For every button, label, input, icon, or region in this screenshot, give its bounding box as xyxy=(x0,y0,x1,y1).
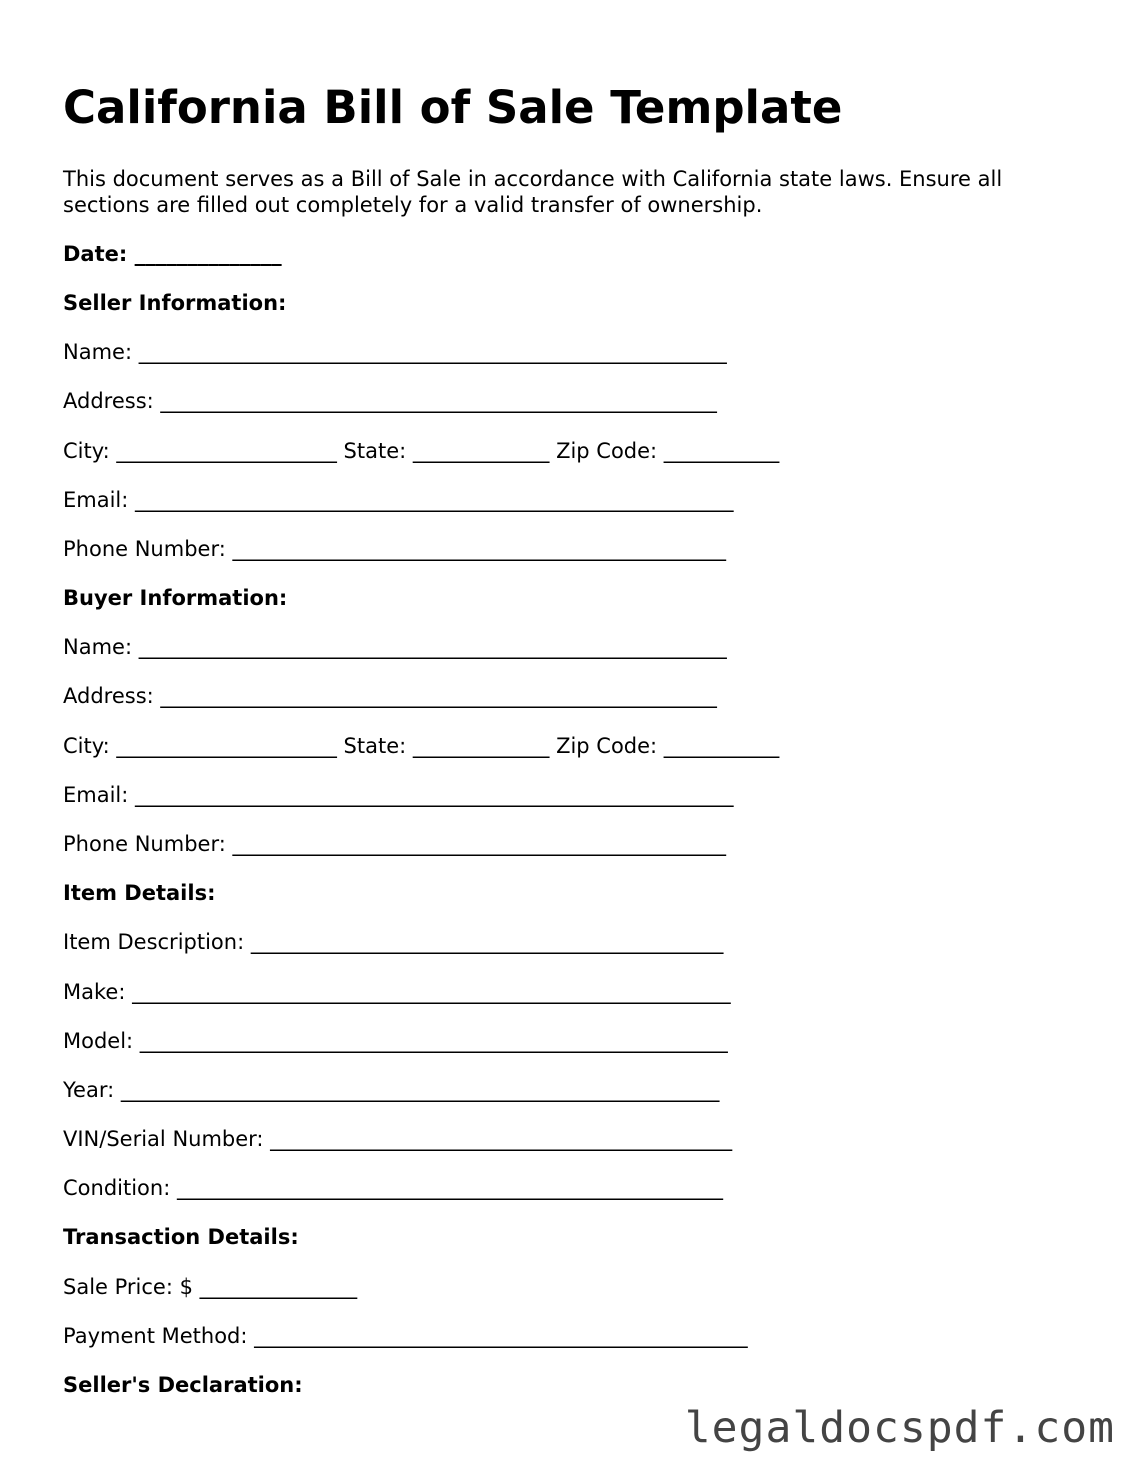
declaration-section-heading: Seller's Declaration: xyxy=(63,1373,303,1397)
item-year-field: Year: _________________________________________________________ xyxy=(63,1078,720,1102)
document-title: California Bill of Sale Template xyxy=(63,81,843,134)
seller-section-heading: Seller Information: xyxy=(63,291,287,315)
seller-name-field: Name: ________________________________________________________ xyxy=(63,340,727,364)
seller-phone-field: Phone Number: _______________________________________________ xyxy=(63,537,726,561)
seller-address-field: Address: _____________________________________________________ xyxy=(63,389,717,413)
payment-method-field: Payment Method: _______________________________________________ xyxy=(63,1324,748,1348)
intro-paragraph: This document serves as a Bill of Sale in accordance with California state laws. Ensure all sections are filled out completely for a valid transfer of ownership. xyxy=(63,167,1003,217)
transaction-section-heading: Transaction Details: xyxy=(63,1225,299,1249)
watermark-text: legaldocspdf.com xyxy=(684,1403,1115,1453)
date-field: Date: ______________ xyxy=(63,242,282,266)
sale-price-field: Sale Price: $ _______________ xyxy=(63,1275,358,1299)
buyer-email-field: Email: _________________________________________________________ xyxy=(63,783,734,807)
item-make-field: Make: _________________________________________________________ xyxy=(63,980,731,1004)
item-condition-field: Condition: ____________________________________________________ xyxy=(63,1176,723,1200)
buyer-address-field: Address: _____________________________________________________ xyxy=(63,684,717,708)
item-model-field: Model: ________________________________________________________ xyxy=(63,1029,728,1053)
seller-email-field: Email: _________________________________________________________ xyxy=(63,488,734,512)
seller-city-state-zip-field: City: _____________________ State: _____________ Zip Code: ___________ xyxy=(63,439,780,463)
item-vin-field: VIN/Serial Number: ____________________________________________ xyxy=(63,1127,733,1151)
buyer-name-field: Name: ________________________________________________________ xyxy=(63,635,727,659)
buyer-phone-field: Phone Number: _______________________________________________ xyxy=(63,832,726,856)
buyer-section-heading: Buyer Information: xyxy=(63,586,288,610)
item-description-field: Item Description: _____________________________________________ xyxy=(63,930,724,954)
item-section-heading: Item Details: xyxy=(63,881,216,905)
buyer-city-state-zip-field: City: _____________________ State: _____________ Zip Code: ___________ xyxy=(63,734,780,758)
